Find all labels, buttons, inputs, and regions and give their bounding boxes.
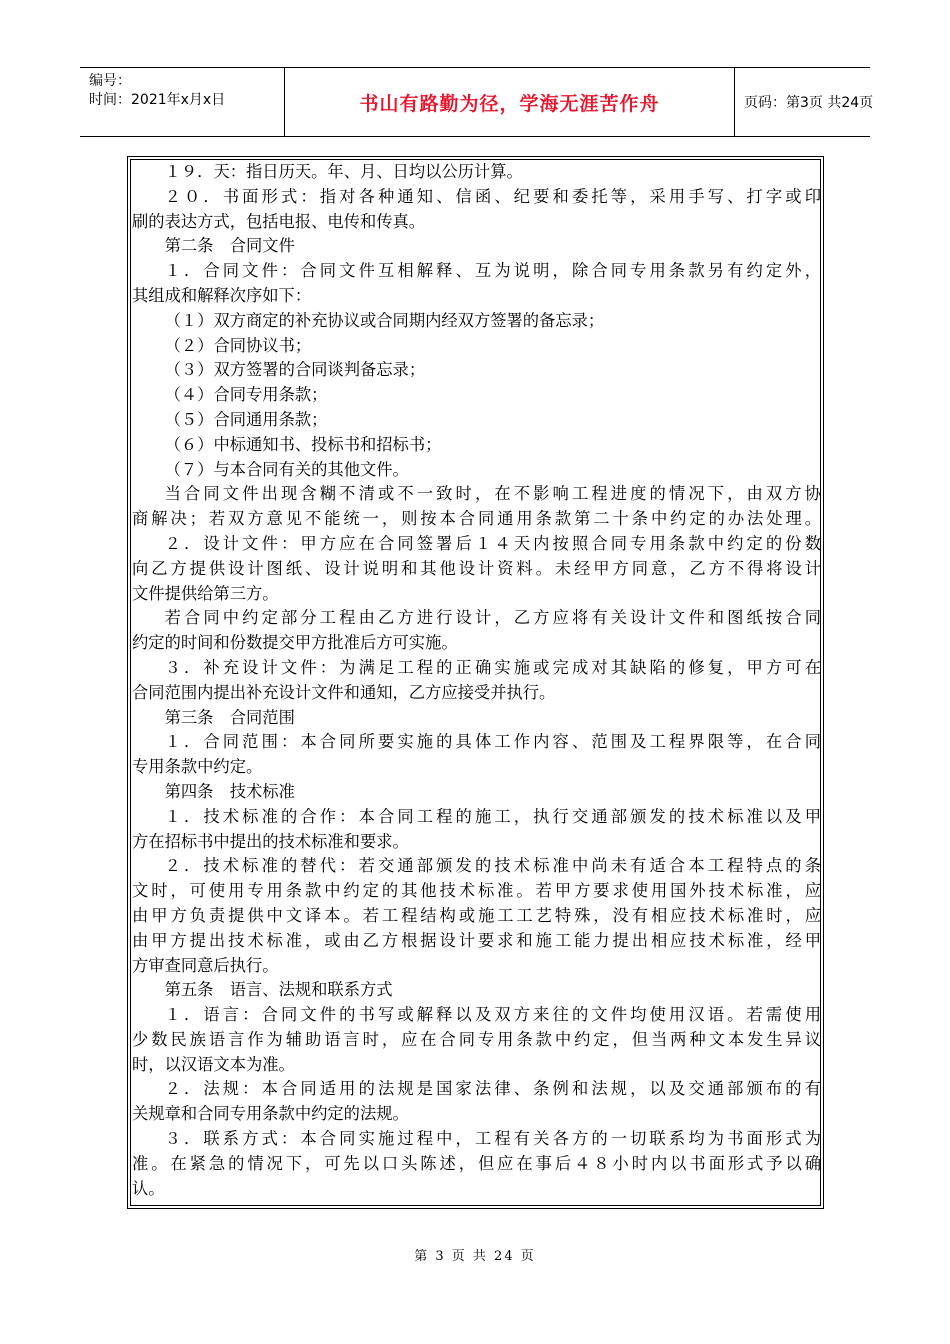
page-footer: 第 3 页 共 24 页 <box>414 1249 536 1264</box>
body-line: 方审查同意后执行。 <box>132 955 279 975</box>
body-line: 约定的时间和份数提交甲方批准后方可实施。 <box>132 633 458 653</box>
header-motto: 书山有路勤为径，学海无涯苦作舟 <box>284 68 735 136</box>
body-line: 当合同文件出现含糊不清或不一致时，在不影响工程进度的情况下，由双方协 <box>164 484 821 504</box>
body-line: 文件提供给第三方。 <box>132 583 279 603</box>
body-line: 其组成和解释次序如下： <box>132 285 312 305</box>
body-line: １９．天：指日历天。年、月、日均以公历计算。 <box>164 162 523 181</box>
section-heading: 第四条 技术标准 <box>164 781 295 801</box>
header-page-info: 页码：第3页 共24页 <box>744 95 874 111</box>
list-item: （４）合同专用条款； <box>164 385 328 405</box>
document-number-label: 编号： <box>89 73 131 89</box>
list-item: （６）中标通知书、投标书和招标书； <box>164 434 442 454</box>
list-item: （２）合同协议书； <box>164 335 312 355</box>
body-line: 若合同中约定部分工程由乙方进行设计，乙方应将有关设计文件和图纸按合同 <box>164 608 821 628</box>
body-line: ２．技术标准的替代：若交通部颁发的技术标准中尚未有适合本工程特点的条 <box>164 856 821 876</box>
body-line: １．合同文件：合同文件互相解释、互为说明，除合同专用条款另有约定外， <box>164 261 821 281</box>
content-frame <box>127 156 824 1209</box>
body-line: 文时，可使用专用条款中约定的其他技术标准。若甲方要求使用国外技术标准，应 <box>132 881 821 901</box>
list-item: （７）与本合同有关的其他文件。 <box>164 459 409 479</box>
list-item: （３）双方签署的合同谈判备忘录； <box>164 360 426 380</box>
document-body <box>132 160 821 1201</box>
body-line: 专用条款中约定。 <box>132 757 263 777</box>
body-line: 准。在紧急的情况下，可先以口头陈述，但应在事后４８小时内以书面形式予以确 <box>132 1153 821 1173</box>
body-line: 方在招标书中提出的技术标准和要求。 <box>132 831 409 851</box>
body-line: 合同范围内提出补充设计文件和通知，乙方应接受并执行。 <box>132 682 556 702</box>
body-line: ３．补充设计文件：为满足工程的正确实施或完成对其缺陷的修复，甲方可在 <box>164 657 821 677</box>
body-line: １．合同范围：本合同所要实施的具体工作内容、范围及工程界限等，在合同 <box>164 732 821 752</box>
body-line: ２０．书面形式：指对各种通知、信函、纪要和委托等，采用手写、打字或印 <box>164 186 821 206</box>
header-meta <box>80 68 284 136</box>
body-line: １．语言：合同文件的书写或解释以及双方来往的文件均使用汉语。若需使用 <box>164 1005 821 1025</box>
document-date: 时间：2021年x月x日 <box>89 92 226 108</box>
body-line: ２．设计文件：甲方应在合同签署后１４天内按照合同专用条款中约定的份数 <box>164 533 821 553</box>
section-heading: 第五条 语言、法规和联系方式 <box>164 980 393 1000</box>
body-line: 由甲方负责提供中文译本。若工程结构或施工工艺特殊，没有相应技术标准时，应 <box>132 905 821 925</box>
body-line: ３．联系方式：本合同实施过程中，工程有关各方的一切联系均为书面形式为 <box>164 1129 821 1149</box>
page-header <box>80 67 874 137</box>
body-line: 认。 <box>132 1178 165 1198</box>
body-line: 少数民族语言作为辅助语言时，应在合同专用条款中约定，但当两种文本发生异议 <box>132 1029 821 1049</box>
body-line: 商解决；若双方意见不能统一，则按本合同通用条款第二十条中约定的办法处理。 <box>132 509 821 529</box>
body-line: 刷的表达方式，包括电报、电传和传真。 <box>132 211 426 231</box>
body-line: 时，以汉语文本为准。 <box>132 1054 295 1074</box>
section-heading: 第三条 合同范围 <box>164 707 295 727</box>
body-line: ２．法规：本合同适用的法规是国家法律、条例和法规，以及交通部颁布的有 <box>164 1079 821 1099</box>
body-line: 关规章和合同专用条款中约定的法规。 <box>132 1104 409 1124</box>
body-line: １．技术标准的合作：本合同工程的施工，执行交通部颁发的技术标准以及甲 <box>164 806 821 826</box>
body-line: 由甲方提出技术标准，或由乙方根据设计要求和施工能力提出相应技术标准，经甲 <box>132 930 821 950</box>
section-heading: 第二条 合同文件 <box>164 236 295 256</box>
list-item: （１）双方商定的补充协议或合同期内经双方签署的备忘录； <box>164 310 605 330</box>
list-item: （５）合同通用条款； <box>164 409 328 429</box>
body-line: 向乙方提供设计图纸、设计说明和其他设计资料。未经甲方同意，乙方不得将设计 <box>132 558 821 578</box>
